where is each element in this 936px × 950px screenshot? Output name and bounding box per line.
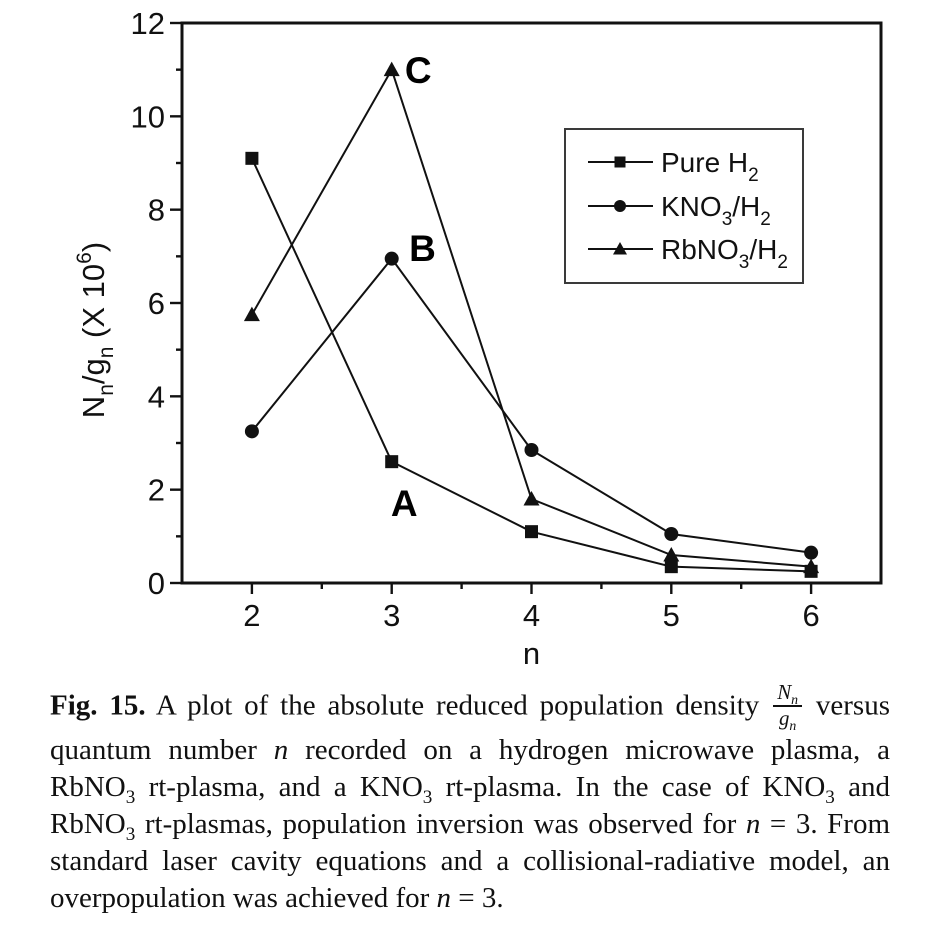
y-tick-label: 6 (147, 286, 165, 321)
caption-run: n (436, 881, 452, 914)
marker-triangle (384, 62, 400, 76)
marker-circle (525, 443, 539, 457)
x-axis-title (523, 636, 540, 671)
x-tick-label: 5 (662, 598, 680, 633)
marker-square (615, 157, 626, 168)
caption-run: A plot of the absolute reduced population density (145, 689, 772, 722)
svg-text:RbNO3/H2: $RbNO_3/H_2$ (661, 234, 788, 273)
fraction-Nn-gn: $\frac{N_n}{g_n}$ (773, 682, 802, 730)
caption-run: versus quantum number (50, 689, 890, 766)
x-tick-labels (243, 598, 819, 633)
point-label-B: B (409, 227, 436, 269)
marker-square (245, 152, 258, 165)
caption-run: 3 (125, 786, 136, 808)
series-markers-kno3-h2 (245, 252, 818, 560)
caption-run: n (745, 807, 761, 840)
caption-run: rt-plasma. In the case of KNO (432, 770, 826, 803)
x-tick-label: 3 (383, 598, 401, 633)
marker-triangle (663, 547, 679, 562)
marker-circle (245, 424, 259, 438)
x-tick-label: 6 (802, 598, 820, 633)
x-axis (252, 583, 811, 594)
marker-circle (385, 252, 399, 266)
marker-square (525, 525, 538, 538)
caption-run: 3 (422, 786, 433, 808)
caption-run: rt-plasma, and a KNO (135, 770, 423, 803)
legend (565, 129, 803, 283)
marker-square (385, 455, 398, 468)
svg-text:Nn/gn (X 106): $N_n/g_n$ (X $10^6$) (73, 241, 118, 419)
y-tick-label: 10 (130, 99, 165, 135)
y-tick-label: 0 (147, 566, 165, 601)
y-tick-label: 2 (147, 472, 165, 508)
point-label-A: A (390, 483, 418, 525)
marker-circle (664, 527, 678, 541)
y-tick-label: 12 (130, 6, 165, 41)
svg-text:Pure H2: Pure $H_2$ (661, 147, 759, 186)
series-line-kno3-h2 (252, 259, 811, 553)
marker-triangle (524, 491, 540, 506)
caption-run: n (273, 733, 289, 766)
caption-run: 3 (125, 823, 136, 845)
figure-caption (50, 680, 890, 917)
caption-run: Fig. 15. (50, 689, 146, 722)
caption-run: = 3. (451, 881, 504, 914)
svg-text:n: n (522, 636, 541, 671)
caption-run: rt-plasmas, population inversion was observed for (135, 807, 746, 840)
marker-circle (614, 200, 626, 212)
caption-run: 3 (825, 786, 835, 808)
y-axis-title (73, 242, 118, 418)
svg-text:KNO3/H2: $KNO_3/H_2$ (661, 191, 771, 230)
caption-run: recorded on a hydrogen microwave plasma, a RbNO (50, 733, 890, 803)
marker-circle (804, 546, 818, 560)
y-axis (170, 23, 182, 583)
caption-run: and RbNO (50, 770, 890, 840)
marker-square (665, 560, 678, 573)
point-label-C: C (404, 50, 432, 92)
marker-triangle (244, 307, 260, 322)
caption-run: = 3. From standard laser cavity equations and a collisional-radiative model, an overpopulation was achieved for (50, 807, 890, 914)
x-tick-label: 4 (522, 598, 541, 633)
y-tick-label: 8 (147, 192, 165, 228)
x-tick-label: 2 (243, 598, 261, 633)
y-tick-label: 4 (147, 379, 165, 415)
y-tick-labels (131, 6, 165, 601)
